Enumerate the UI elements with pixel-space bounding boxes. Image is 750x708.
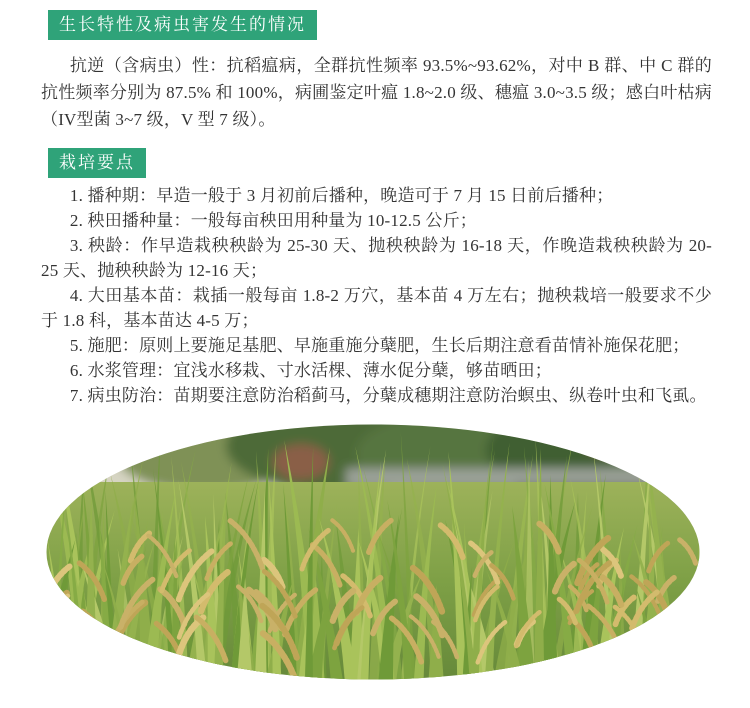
growth-section-badge: 生长特性及病虫害发生的情况: [48, 10, 317, 40]
point-pest-control: 7. 病虫防治：苗期要注意防治稻蓟马，分蘖成穗期注意防治螟虫、纵卷叶虫和飞虱。: [69, 386, 707, 405]
rice-field-photo: [46, 424, 700, 680]
resistance-paragraph: 抗逆（含病虫）性：抗稻瘟病，全群抗性频率 93.5%~93.62%，对中 B 群、中 C 群的抗性频率分别为 87.5% 和 100%，病圃鉴定叶瘟 1.8~2.0 级、穗瘟 3.0~3.5 级；感白叶枯病（IV型菌 3~7 级，V 型 7 级）。: [41, 56, 712, 129]
section-header-row-cultivation: [41, 148, 712, 178]
document-body: [0, 10, 750, 680]
point-sowing-date: 1. 播种期：早造一般于 3 月初前后播种，晚造可于 7 月 15 日前后播种；: [69, 186, 614, 205]
point-fertilization: 5. 施肥：原则上要施足基肥、早施重施分蘖肥，生长后期注意看苗情补施保花肥；: [69, 336, 690, 355]
cultivation-section-badge: 栽培要点: [48, 148, 146, 178]
point-basic-seedlings: 4. 大田基本苗：栽插一般每亩 1.8-2 万穴，基本苗 4 万左右；抛秧栽培一般要求不少于 1.8 科，基本苗达 4-5 万；: [41, 286, 712, 330]
cultivation-points-list: [41, 183, 712, 408]
point-water-management: 6. 水浆管理：宜浅水移栽、寸水活棵、薄水促分蘖，够苗晒田；: [69, 361, 552, 380]
growth-section: [41, 52, 712, 133]
point-seedling-age: 3. 秧龄：作早造栽秧秧龄为 25-30 天、抛秧秧龄为 16-18 天，作晚造栽秧秧龄为 20-25 天、抛秧秧龄为 12-16 天；: [41, 236, 712, 280]
point-seeding-rate: 2. 秧田播种量：一般每亩秧田用种量为 10-12.5 公斤；: [69, 211, 478, 230]
section-header-row-growth: [41, 10, 712, 40]
